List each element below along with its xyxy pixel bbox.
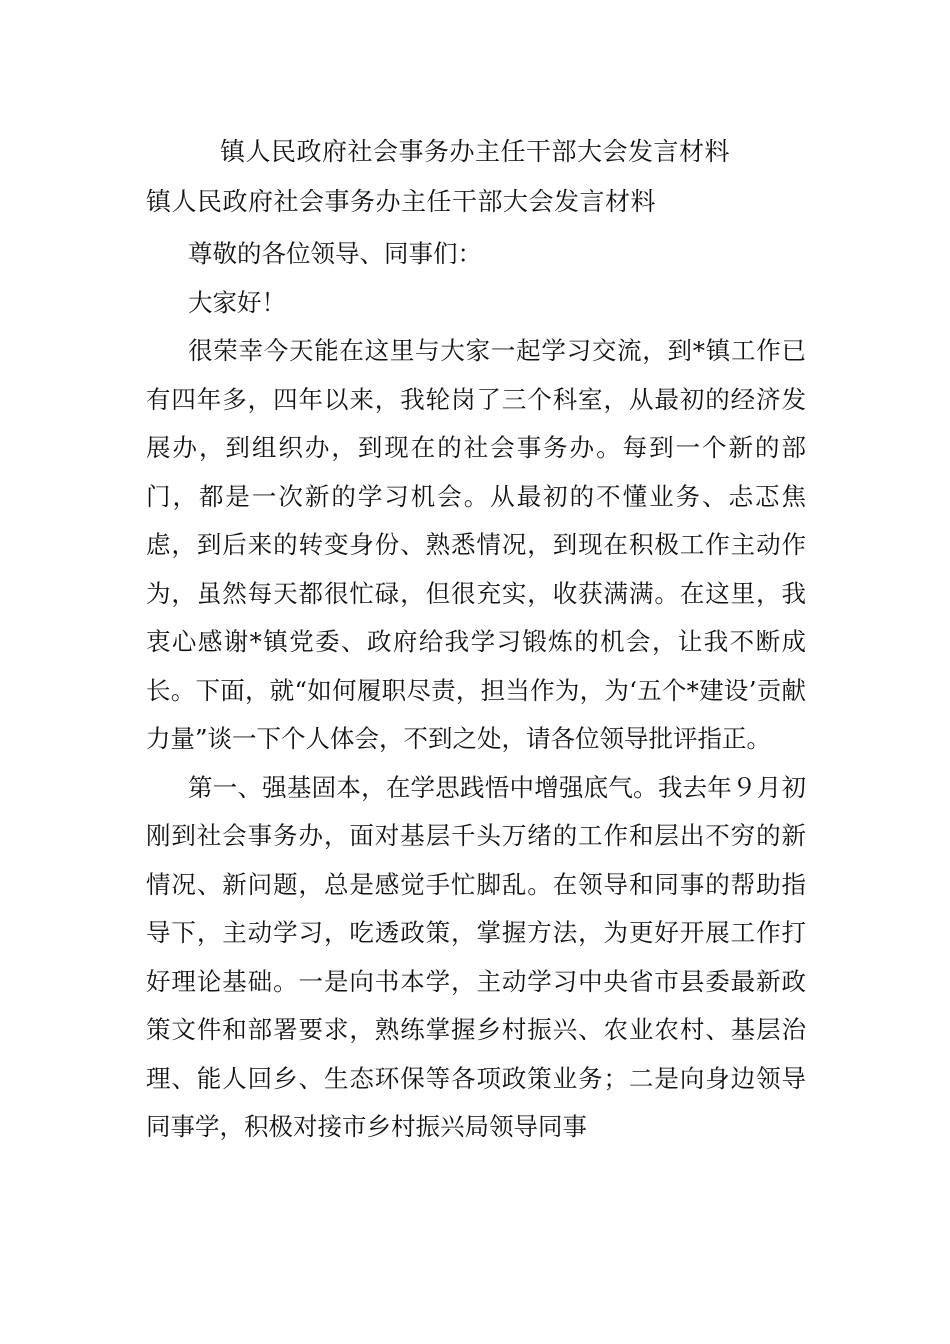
paragraph-first-point: 第一、强基固本，在学思践悟中增强底气。我去年９月初刚到社会事务办，面对基层千头万绪的工作和层出不穷的新情况、新问题，总是感觉手忙脚乱。在领导和同事的帮助指导下，主动学习，吃透政策，掌握方法，为更好开展工作打好理论基础。一是向书本学，主动学习中央省市县委最新政策文件和部署要求，熟练掌握乡村振兴、农业农村、基层治理、能人回乡、生态环保等各项政策业务；二是向身边领导同事学，积极对接市乡村振兴局领导同事 bbox=[146, 772, 806, 1141]
document-body bbox=[146, 230, 806, 1152]
document-subtitle: 镇人民政府社会事务办主任干部大会发言材料 bbox=[146, 187, 657, 216]
document-title: 镇人民政府社会事务办主任干部大会发言材料 bbox=[219, 137, 730, 166]
paragraph-intro: 很荣幸今天能在这里与大家一起学习交流，到*镇工作已有四年多，四年以来，我轮岗了三个科室，从最初的经济发展办，到组织办，到现在的社会事务办。每到一个新的部门，都是一次新的学习机会。从最初的不懂业务、忐忑焦虑，到后来的转变身份、熟悉情况，到现在积极工作主动作为，虽然每天都很忙碌，但很充实，收获满满。在这里，我衷心感谢*镇党委、政府给我学习锻炼的机会，让我不断成长。下面，就“如何履职尽责，担当作为，为‘五个*建设’贡献力量”谈一下个人体会，不到之处，请各位领导批评指正。 bbox=[146, 336, 806, 753]
salutation: 尊敬的各位领导、同事们： bbox=[188, 239, 482, 268]
greeting: 大家好！ bbox=[188, 287, 286, 317]
